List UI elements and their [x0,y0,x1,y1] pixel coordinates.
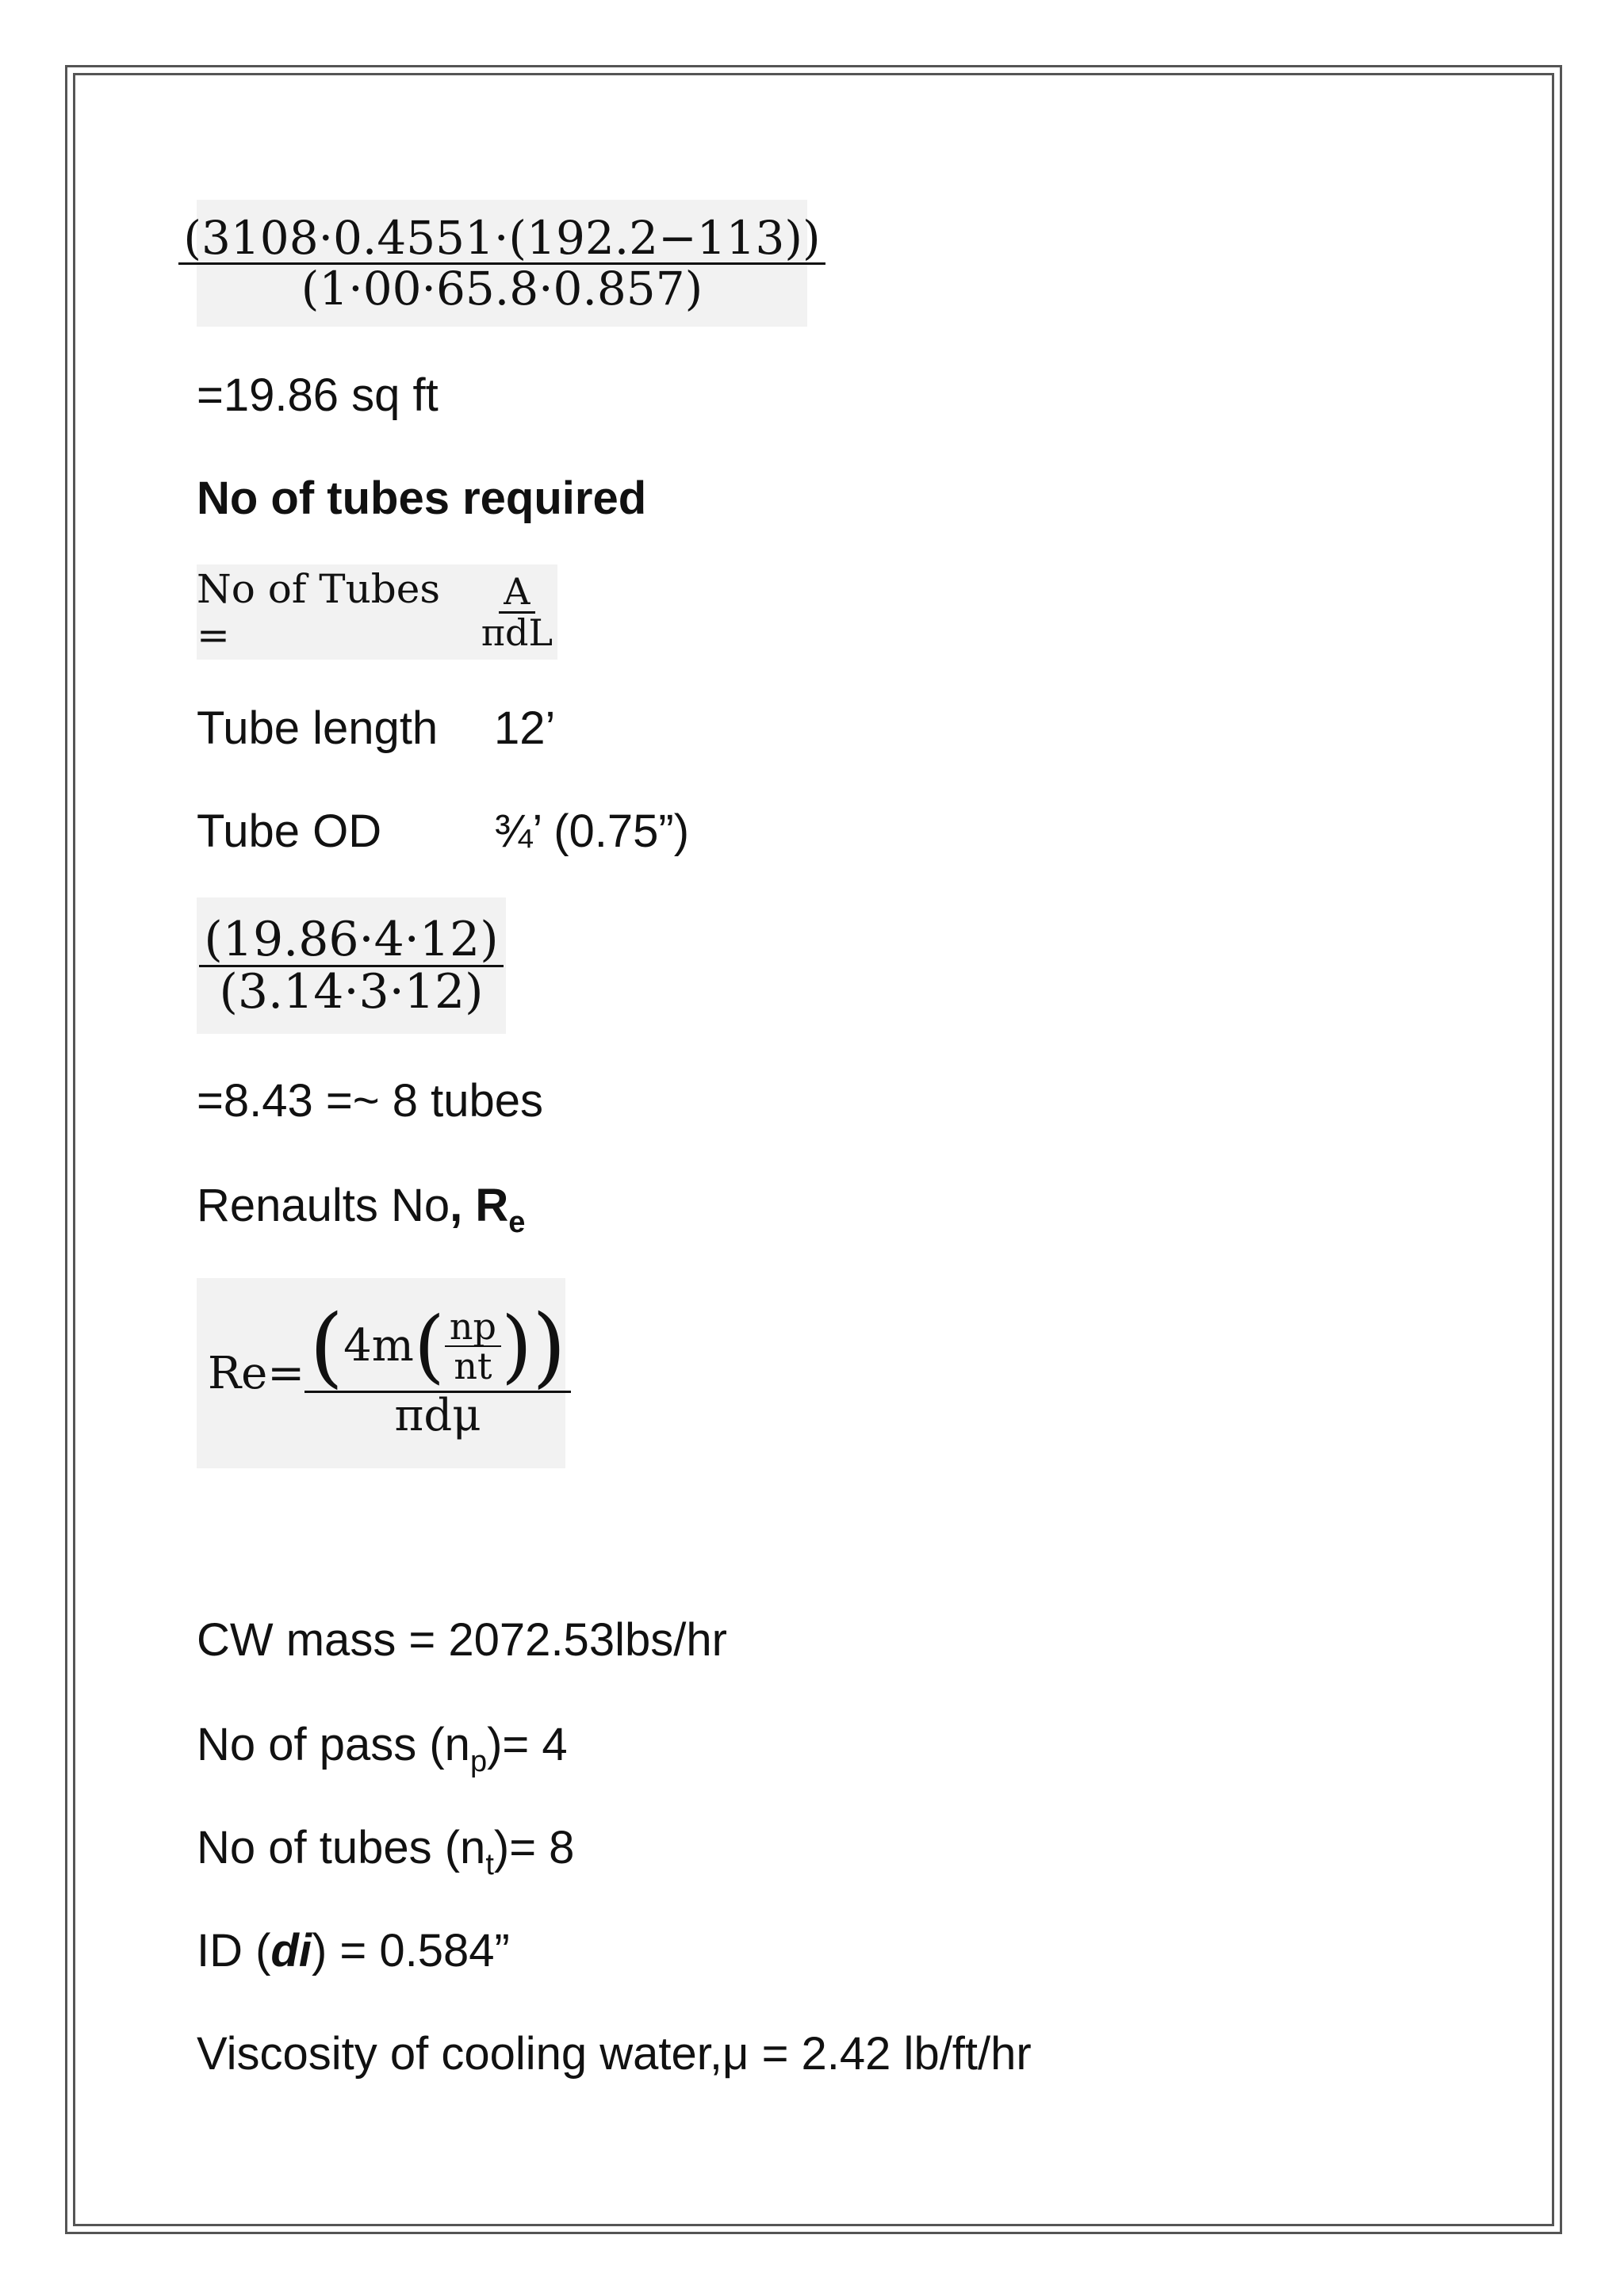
area-equation-numerator: (3108·0.4551·(192.2−113)) [178,214,825,265]
reynolds-num-prefix: 4m [343,1319,414,1372]
no-of-pass-subscript: p [469,1745,488,1778]
tube-od-row [197,806,690,857]
reynolds-symbol-subscript: e [508,1206,526,1239]
viscosity: Viscosity of cooling water,μ = 2.42 lb/ft/hr [197,2028,1032,2080]
no-of-tubes [197,1822,575,1881]
paren-inner-left: ( [413,1299,445,1393]
cw-mass: CW mass = 2072.53lbs/hr [197,1614,727,1666]
reynolds-formula-lhs: Re= [208,1347,305,1399]
tube-length-label: Tube length [197,702,439,754]
tube-length-row [197,702,556,754]
tube-count-equation [197,897,506,1034]
inner-diameter-prefix: ID ( [197,1925,271,1976]
tubes-formula-numerator: A [499,572,534,613]
reynolds-formula-numerator [304,1295,571,1397]
tube-count-denominator: (3.14·3·12) [219,963,484,1020]
inner-diameter [197,1925,510,1976]
np-nt-fraction [445,1304,501,1388]
no-of-pass-prefix: No of pass (n [197,1719,470,1770]
tube-count-numerator: (19.86·4·12) [199,915,503,967]
no-of-pass [197,1719,568,1778]
tubes-formula-lhs: No of Tubes = [197,566,441,658]
np-label: np [445,1307,501,1347]
no-of-tubes-prefix: No of tubes (n [197,1822,486,1873]
nt-label: nt [454,1345,492,1388]
heading-tubes-required: No of tubes required [197,473,647,524]
area-result: =19.86 sq ft [197,369,439,421]
reynolds-symbol: , R [450,1180,509,1231]
paren-inner-right: ) [500,1299,532,1393]
no-of-pass-suffix: )= 4 [487,1719,568,1770]
no-of-tubes-suffix: )= 8 [493,1822,575,1873]
area-equation-denominator: (1·00·65.8·0.857) [301,261,703,316]
inner-diameter-suffix: ) = 0.584” [311,1925,510,1976]
reynolds-formula-denominator: πdμ [394,1389,481,1441]
paren-right: ) [532,1295,566,1397]
inner-diameter-symbol: di [270,1925,312,1976]
tubes-result: =8.43 =~ 8 tubes [197,1075,543,1127]
reynolds-formula [197,1278,565,1468]
tube-od-label: Tube OD [197,806,382,857]
no-of-tubes-subscript: t [485,1848,494,1881]
tube-od-value: ¾’ (0.75”) [494,806,690,857]
area-equation [183,200,821,327]
reynolds-heading [197,1180,526,1239]
tubes-formula-denominator: πdL [481,610,553,654]
tube-length-value: 12’ [494,702,556,754]
tubes-formula [197,564,557,660]
paren-left: ( [309,1295,344,1397]
reynolds-heading-text: Renaults No [197,1180,450,1231]
